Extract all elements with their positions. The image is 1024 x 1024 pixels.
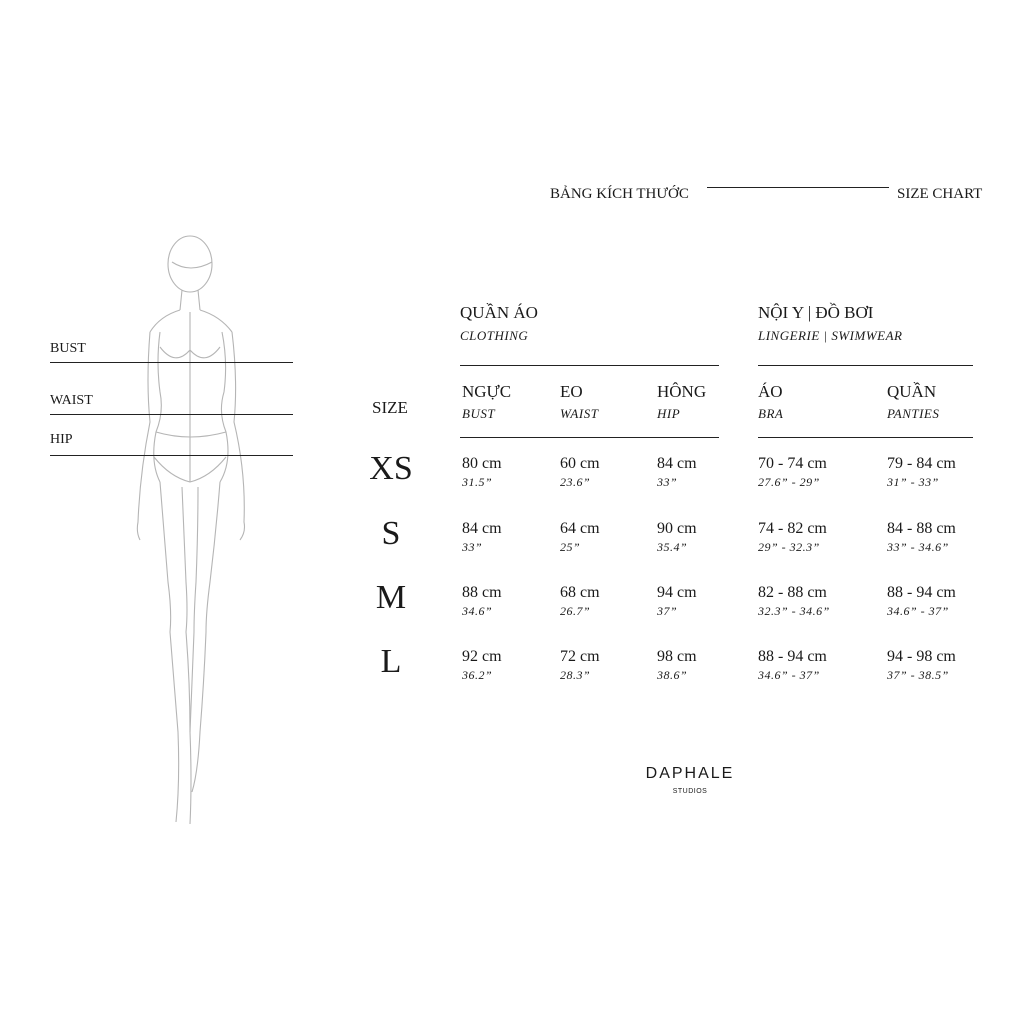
cell-cm: 72 cm bbox=[560, 648, 600, 665]
clothing-header-rule bbox=[460, 437, 719, 438]
figure-left-arm bbox=[137, 332, 150, 540]
cell-cm: 90 cm bbox=[657, 520, 697, 537]
group-title-lingerie: NỘI Y | ĐỒ BƠI bbox=[758, 303, 874, 322]
cell-cm: 80 cm bbox=[462, 455, 502, 472]
cell-cm: 94 cm bbox=[657, 584, 697, 601]
cell-inch: 29” - 32.3” bbox=[758, 540, 820, 554]
figure-right-leg bbox=[192, 482, 220, 792]
column-subtitle-hip: HIP bbox=[657, 406, 681, 421]
cell-inch: 34.6” - 37” bbox=[758, 668, 820, 682]
figure-right-leg-inner bbox=[190, 487, 198, 732]
title-divider bbox=[707, 187, 889, 188]
column-title-hip: HÔNG bbox=[657, 382, 707, 401]
cell-inch: 27.6” - 29” bbox=[758, 475, 820, 489]
size-label-m: M bbox=[375, 579, 407, 616]
group-subtitle-lingerie: LINGERIE | SWIMWEAR bbox=[758, 328, 903, 343]
cell-inch: 34.6” bbox=[462, 604, 493, 618]
title-vietnamese: BẢNG KÍCH THƯỚC bbox=[550, 186, 689, 202]
bust-measure-line bbox=[50, 362, 293, 363]
cell-cm: 84 cm bbox=[462, 520, 502, 537]
column-subtitle-bra: BRA bbox=[758, 406, 784, 421]
figure-left-leg bbox=[160, 482, 179, 822]
lingerie-group-rule bbox=[758, 365, 973, 366]
brand-logo-name: DAPHALE bbox=[645, 765, 735, 782]
figure-shoulders bbox=[150, 310, 232, 332]
clothing-group-rule bbox=[460, 365, 719, 366]
cell-inch: 37” bbox=[657, 604, 678, 618]
hip-measure-line bbox=[50, 455, 293, 456]
cell-cm: 79 - 84 cm bbox=[887, 455, 956, 472]
column-title-waist: EO bbox=[560, 382, 583, 401]
column-title-bra: ÁO bbox=[758, 382, 783, 401]
cell-cm: 94 - 98 cm bbox=[887, 648, 956, 665]
title-english: SIZE CHART bbox=[897, 186, 983, 202]
cell-inch: 31.5” bbox=[462, 475, 493, 489]
cell-inch: 33” bbox=[462, 540, 483, 554]
figure-waist-line bbox=[156, 432, 226, 437]
measure-label-waist: WAIST bbox=[50, 393, 93, 408]
lingerie-header-rule bbox=[758, 437, 973, 438]
cell-inch: 35.4” bbox=[657, 540, 688, 554]
cell-cm: 88 - 94 cm bbox=[887, 584, 956, 601]
size-label-l: L bbox=[380, 643, 402, 680]
figure-left-leg-inner bbox=[182, 487, 191, 824]
column-title-panties: QUẦN bbox=[887, 382, 937, 401]
cell-inch: 28.3” bbox=[560, 668, 591, 682]
cell-cm: 92 cm bbox=[462, 648, 502, 665]
figure-neck bbox=[180, 290, 200, 310]
cell-cm: 88 - 94 cm bbox=[758, 648, 827, 665]
cell-cm: 84 - 88 cm bbox=[887, 520, 956, 537]
column-subtitle-waist: WAIST bbox=[560, 406, 599, 421]
cell-inch: 37” - 38.5” bbox=[887, 668, 949, 682]
cell-inch: 32.3” - 34.6” bbox=[758, 604, 830, 618]
cell-inch: 31” - 33” bbox=[887, 475, 939, 489]
size-label-xs: XS bbox=[369, 450, 413, 487]
cell-cm: 60 cm bbox=[560, 455, 600, 472]
figure-right-arm bbox=[232, 332, 245, 540]
group-subtitle-clothing: CLOTHING bbox=[460, 328, 529, 343]
cell-cm: 84 cm bbox=[657, 455, 697, 472]
cell-cm: 74 - 82 cm bbox=[758, 520, 827, 537]
cell-inch: 26.7” bbox=[560, 604, 591, 618]
measure-label-bust: BUST bbox=[50, 341, 86, 356]
measure-label-hip: HIP bbox=[50, 432, 73, 447]
column-subtitle-bust: BUST bbox=[462, 406, 496, 421]
cell-cm: 98 cm bbox=[657, 648, 697, 665]
cell-cm: 68 cm bbox=[560, 584, 600, 601]
size-column-header: SIZE bbox=[372, 398, 408, 417]
cell-inch: 33” bbox=[657, 475, 678, 489]
cell-inch: 36.2” bbox=[462, 668, 493, 682]
column-title-bust: NGỰC bbox=[462, 382, 512, 401]
cell-inch: 33” - 34.6” bbox=[887, 540, 949, 554]
column-subtitle-panties: PANTIES bbox=[887, 406, 940, 421]
figure-hair-line bbox=[172, 262, 212, 268]
cell-inch: 23.6” bbox=[560, 475, 591, 489]
figure-left-torso bbox=[154, 332, 162, 482]
size-label-s: S bbox=[381, 515, 401, 552]
waist-measure-line bbox=[50, 414, 293, 415]
cell-cm: 64 cm bbox=[560, 520, 600, 537]
cell-cm: 82 - 88 cm bbox=[758, 584, 827, 601]
cell-cm: 70 - 74 cm bbox=[758, 455, 827, 472]
body-figure-illustration bbox=[120, 232, 260, 832]
group-title-clothing: QUẦN ÁO bbox=[460, 303, 538, 322]
cell-cm: 88 cm bbox=[462, 584, 502, 601]
cell-inch: 38.6” bbox=[657, 668, 688, 682]
cell-inch: 34.6” - 37” bbox=[887, 604, 949, 618]
cell-inch: 25” bbox=[560, 540, 581, 554]
brand-logo-sub: STUDIOS bbox=[672, 788, 708, 795]
